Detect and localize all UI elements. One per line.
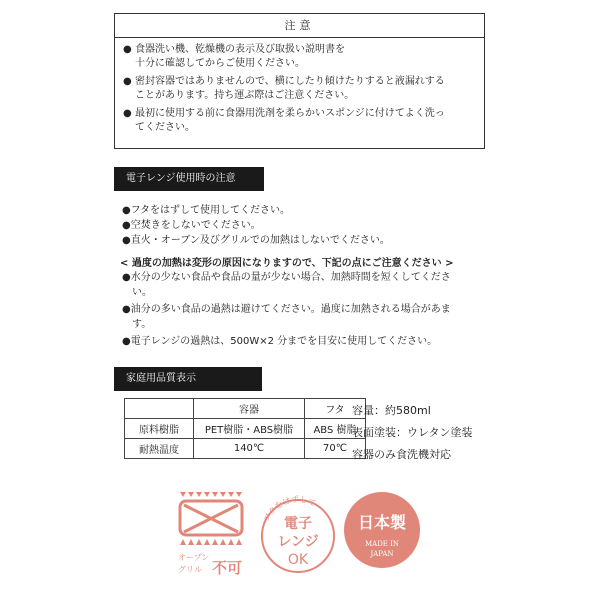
bullet-icon: ● xyxy=(123,44,132,55)
dishwasher-text: 容器のみ食洗機対応 xyxy=(352,448,451,461)
capacity-text: 容量：約580ml xyxy=(352,404,431,417)
bullet-icon: ● xyxy=(122,235,131,246)
notice-title: 注意 xyxy=(115,14,484,38)
coating-text: 表面塗装：ウレタン塗装 xyxy=(352,426,473,439)
table-cell: 原料樹脂 xyxy=(125,419,194,439)
svg-text:グリル: グリル xyxy=(178,565,202,574)
notice-item: ● 密封容器ではありませんので、横にしたり傾けたりすると液漏れする ことがあります。持ち運ぶ際はご注意ください。 xyxy=(123,76,445,101)
made-in-japan-icon xyxy=(342,490,422,570)
svg-text:日本製: 日本製 xyxy=(357,513,407,532)
notice-item: ● 食器洗い機、乾燥機の表示及び取扱い説明書を 十分に確認してからご使用ください。 xyxy=(123,44,345,69)
table-row xyxy=(125,419,366,439)
bullet-icon: ● xyxy=(122,220,131,231)
list-item: ●フタをはずして使用してください。 xyxy=(122,205,291,216)
no-oven-grill-icon xyxy=(176,490,254,578)
svg-text:JAPAN: JAPAN xyxy=(370,550,394,558)
table-cell: 70℃ xyxy=(305,439,366,459)
bullet-icon: ● xyxy=(122,336,131,347)
table-cell: ABS 樹脂 xyxy=(305,419,366,439)
table-header-cell xyxy=(125,399,194,419)
list-item: ●直火・オーブン及びグリルでの加熱はしないでください。 xyxy=(122,235,390,246)
notice-item: ● 最初に使用する前に食器用洗剤を柔らかいスポンジに付けてよく洗っ てください。 xyxy=(123,108,445,133)
table-header-cell: 容器 xyxy=(194,399,305,419)
microwave-list xyxy=(122,203,390,248)
svg-text:電子: 電子 xyxy=(284,516,312,532)
bullet-icon: ● xyxy=(123,108,132,119)
table-header-cell: フタ xyxy=(305,399,366,419)
notice-box xyxy=(114,13,485,149)
list-item: ●空焚きをしないでください。 xyxy=(122,220,261,231)
table-cell: 耐熱温度 xyxy=(125,439,194,459)
table-cell: 140℃ xyxy=(194,439,305,459)
microwave-ok-icon xyxy=(258,490,338,580)
svg-text:レンジ: レンジ xyxy=(277,534,319,550)
quality-table xyxy=(124,398,366,459)
bullet-icon: ● xyxy=(122,272,131,283)
warning-list xyxy=(122,270,492,351)
quality-section-header: 家庭用品質表示 xyxy=(114,367,262,391)
bullet-icon: ● xyxy=(122,205,131,216)
list-item: ●水分の少ない食品や食品の量が少ない場合、加熱時間を短くしてくださ い。 xyxy=(122,272,451,298)
warning-heading: < 過度の加熱は変形の原因になりますので、下記の点にご注意ください > xyxy=(120,258,454,269)
bullet-icon: ● xyxy=(123,76,132,87)
table-row xyxy=(125,439,366,459)
svg-text:不可: 不可 xyxy=(212,559,243,577)
microwave-section-header: 電子レンジ使用時の注意 xyxy=(114,167,264,191)
svg-text:オーブン: オーブン xyxy=(178,553,210,562)
svg-text:MADE IN: MADE IN xyxy=(364,540,400,548)
list-item: ●電子レンジの過熱は、500W×2 分までを目安に使用してください。 xyxy=(122,336,438,347)
table-cell: PET樹脂・ABS樹脂 xyxy=(194,419,305,439)
bullet-icon: ● xyxy=(122,304,131,315)
svg-text:OK: OK xyxy=(287,552,309,568)
spec-details xyxy=(352,400,473,466)
svg-text:フタをはずして: フタをはずして xyxy=(261,494,318,524)
list-item: ●油分の多い食品の過熱は避けてください。過度に加熱される場合があま す。 xyxy=(122,304,451,330)
notice-list xyxy=(115,38,484,135)
table-header-row xyxy=(125,399,366,419)
